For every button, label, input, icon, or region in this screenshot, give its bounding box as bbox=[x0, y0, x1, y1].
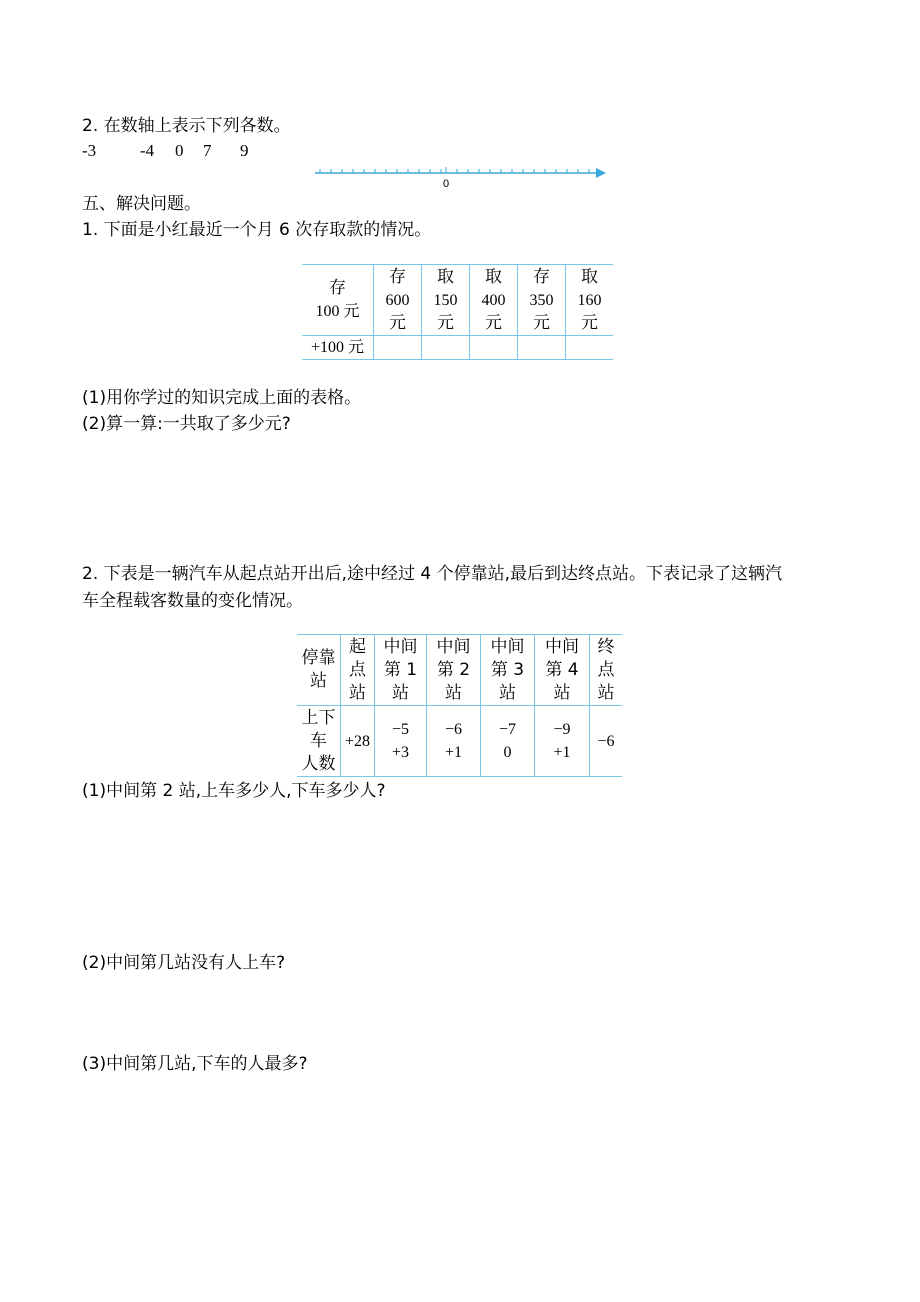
table-cell: +100 元 bbox=[302, 336, 374, 360]
table-cell: 取 400 元 bbox=[470, 265, 518, 336]
table-cell: 中间 第 3 站 bbox=[481, 635, 535, 706]
table-cell: 存 100 元 bbox=[302, 265, 374, 336]
q2-sub3: (3)中间第几站,下车的人最多? bbox=[82, 1054, 308, 1074]
table-cell: 取 150 元 bbox=[422, 265, 470, 336]
q2-sub1: (1)中间第 2 站,上车多少人,下车多少人? bbox=[82, 781, 386, 801]
table-cell: 中间 第 1 站 bbox=[375, 635, 427, 706]
table-cell: 停靠 站 bbox=[297, 635, 341, 706]
q2-sub2: (2)中间第几站没有人上车? bbox=[82, 953, 286, 973]
q2-line2: 车全程载客数量的变化情况。 bbox=[82, 591, 303, 611]
q1-title: 1. 下面是小红最近一个月 6 次存取款的情况。 bbox=[82, 220, 432, 240]
number-line-axis bbox=[312, 162, 608, 192]
table-cell: +28 bbox=[341, 706, 375, 777]
bus-table bbox=[297, 634, 622, 777]
number-item: -3 bbox=[82, 141, 97, 160]
table-cell: 终 点 站 bbox=[590, 635, 623, 706]
table-cell: −7 0 bbox=[481, 706, 535, 777]
numberline-numbers bbox=[82, 141, 282, 163]
answer-cell[interactable] bbox=[566, 336, 614, 360]
number-item: 0 bbox=[175, 141, 184, 160]
table-cell: 取 160 元 bbox=[566, 265, 614, 336]
table-cell: −6 +1 bbox=[427, 706, 481, 777]
deposit-table bbox=[302, 264, 613, 360]
table-cell: −5 +3 bbox=[375, 706, 427, 777]
answer-cell[interactable] bbox=[422, 336, 470, 360]
table-cell: 存 350 元 bbox=[518, 265, 566, 336]
numberline-question-title: 2. 在数轴上表示下列各数。 bbox=[82, 116, 291, 136]
table-cell: 存 600 元 bbox=[374, 265, 422, 336]
answer-cell[interactable] bbox=[374, 336, 422, 360]
q1-sub1: (1)用你学过的知识完成上面的表格。 bbox=[82, 388, 362, 408]
answer-cell[interactable] bbox=[518, 336, 566, 360]
answer-cell[interactable] bbox=[470, 336, 518, 360]
table-cell: −6 bbox=[590, 706, 623, 777]
axis-zero-label: 0 bbox=[442, 178, 450, 190]
table-cell: −9 +1 bbox=[535, 706, 590, 777]
table-cell: 中间 第 2 站 bbox=[427, 635, 481, 706]
number-item: 9 bbox=[240, 141, 249, 160]
table-cell: 上下 车 人数 bbox=[297, 706, 341, 777]
number-item: 7 bbox=[203, 141, 212, 160]
q2-line1: 2. 下表是一辆汽车从起点站开出后,途中经过 4 个停靠站,最后到达终点站。下表记录了这辆汽 bbox=[82, 564, 783, 584]
table-cell: 起 点 站 bbox=[341, 635, 375, 706]
section-heading: 五、解决问题。 bbox=[82, 194, 201, 214]
number-item: -4 bbox=[140, 141, 155, 160]
table-cell: 中间 第 4 站 bbox=[535, 635, 590, 706]
q1-sub2: (2)算一算:一共取了多少元? bbox=[82, 414, 291, 434]
